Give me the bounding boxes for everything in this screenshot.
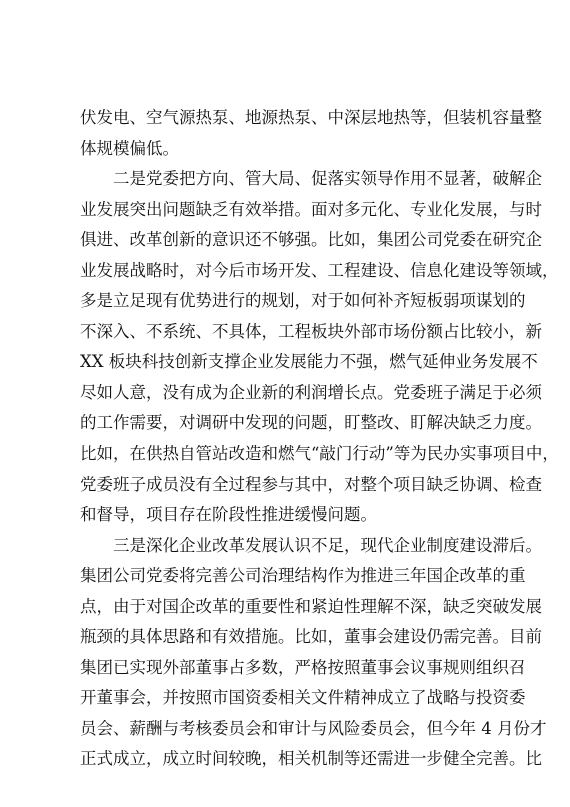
- text-line: 伏发电、空气源热泵、地源热泵、中深层地热等，但装机容量整: [80, 108, 542, 127]
- text-line: 党委班子成员没有全过程参与其中，对整个项目缺乏协调、检查: [80, 474, 542, 494]
- text-line: 三是深化企业改革发展认识不足，现代企业制度建设滞后。: [113, 535, 542, 555]
- text-line: 员会、薪酬与考核委员会和审计与风险委员会，但今年 4 月份才: [80, 718, 547, 738]
- text-line: 开董事会，并按照市国资委相关文件精神成立了战略与投资委: [80, 688, 526, 708]
- text-line: 尽如人意，没有成为企业新的利润增长点。党委班子满足于必须: [80, 382, 542, 402]
- text-line: 二是党委把方向、管大局、促落实领导作用不显著，破解企: [113, 169, 542, 189]
- body-text: [80, 103, 559, 775]
- text-line: 业发展战略时，对今后市场开发、工程建设、信息化建设等领域，: [80, 260, 559, 280]
- text-line: 俱进、改革创新的意识还不够强。比如，集团公司党委在研究企: [80, 230, 542, 250]
- text-line: 集团已实现外部董事占多数，严格按照董事会议事规则组织召: [80, 657, 526, 677]
- text-line: 业发展突出问题缺乏有效举措。面对多元化、专业化发展，与时: [80, 199, 542, 219]
- text-line: 点，由于对国企改革的重要性和紧迫性理解不深，缺乏突破发展: [80, 596, 542, 616]
- text-line: 正式成立，成立时间较晚，相关机制等还需进一步健全完善。比: [80, 749, 542, 769]
- text-line: 的工作需要，对调研中发现的问题，盯整改、盯解决缺乏力度。: [80, 413, 542, 433]
- text-line: 集团公司党委将完善公司治理结构作为推进三年国企改革的重: [80, 566, 526, 586]
- text-line: 比如，在供热自管站改造和燃气“敲门行动”等为民办实事项目中，: [80, 444, 559, 464]
- text-line: XX 板块科技创新支撑企业发展能力不强，燃气延伸业务发展不: [80, 352, 538, 372]
- text-line: 体规模偏低。: [80, 138, 179, 158]
- text-line: 多是立足现有优势进行的规划，对于如何补齐短板弱项谋划的: [80, 291, 526, 311]
- text-line: 不深入、不系统、不具体，工程板块外部市场份额占比较小，新: [80, 321, 542, 341]
- text-line: 瓶颈的具体思路和有效措施。比如，董事会建设仍需完善。目前: [80, 627, 542, 647]
- text-line: 和督导，项目存在阶段性推进缓慢问题。: [80, 505, 377, 525]
